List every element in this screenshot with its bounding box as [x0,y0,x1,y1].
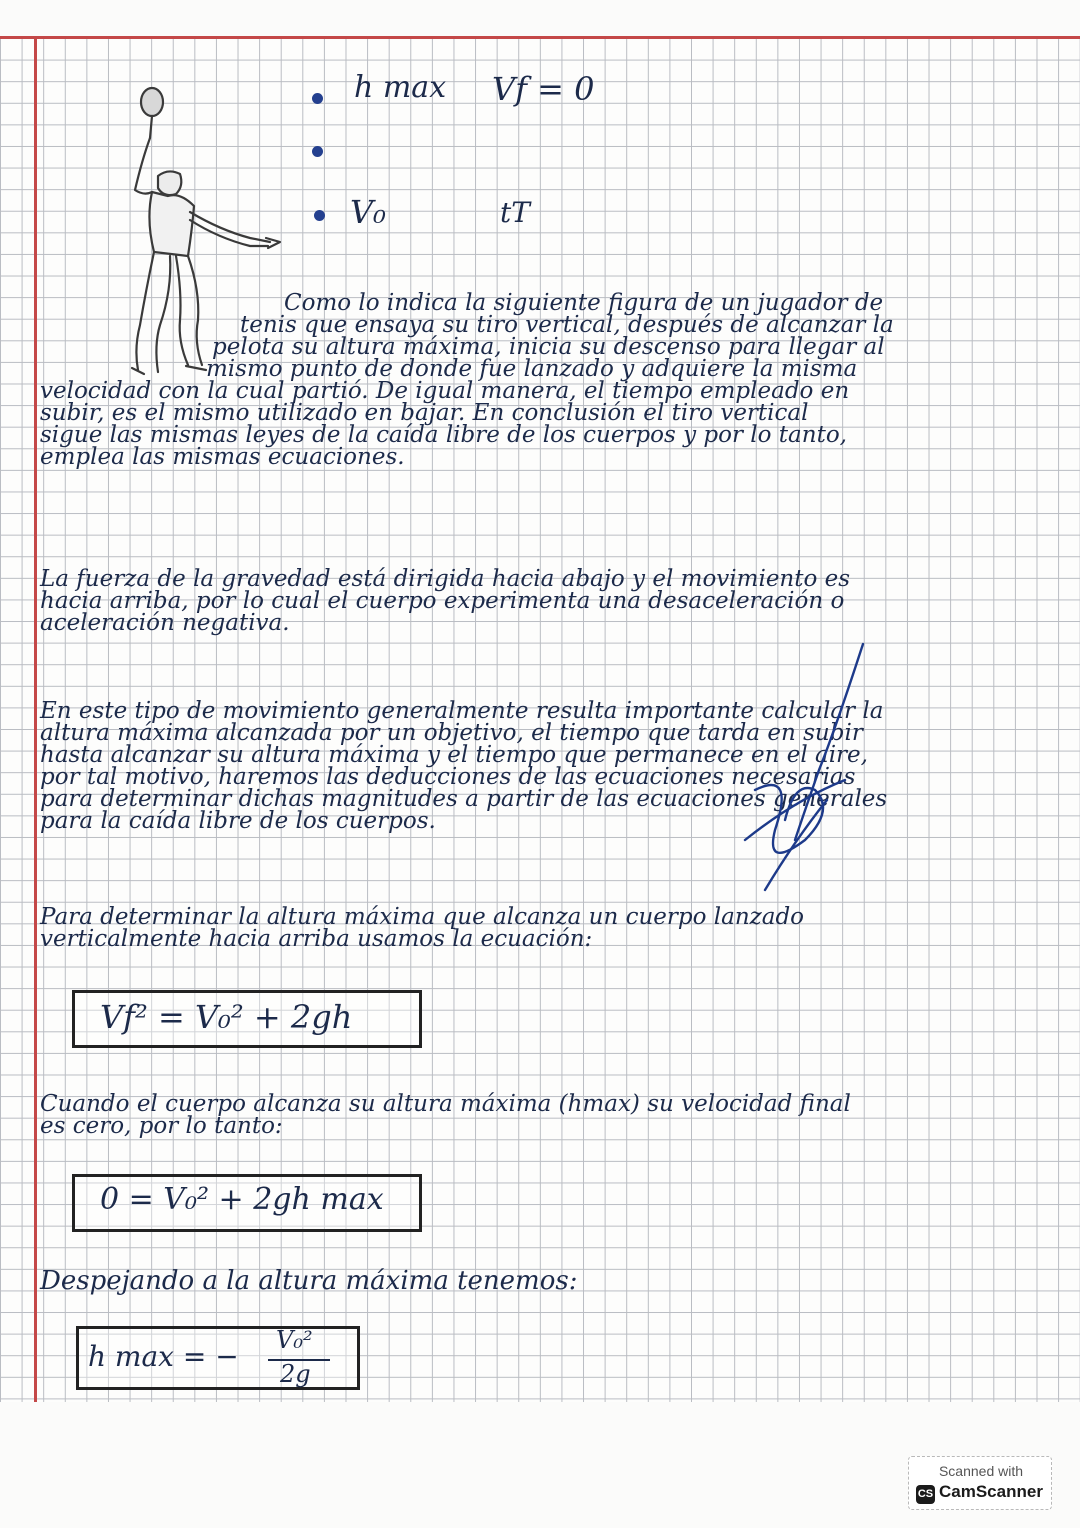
text-line: Para determinar la altura máxima que alcanza un cuerpo lanzado [40,904,805,930]
text-line: Despejando a la altura máxima tenemos: [40,1266,578,1296]
text-line: para determinar dichas magnitudes a partir de las ecuaciones generales [40,786,888,812]
camscanner-logo-icon: CS [916,1485,935,1504]
text-line: En este tipo de movimiento generalmente resulta importante calcular la [40,698,884,724]
signature-scribble [735,640,875,900]
text-line: sigue las mismas leyes de la caída libre de los cuerpos y por lo tanto, [40,422,847,448]
paragraph-intro [40,292,1040,468]
label-hmax: h max [354,70,447,105]
text-line: Como lo indica la siguiente figura de un jugador de [284,290,884,316]
paragraph-solving [40,1266,1040,1296]
text-line: mismo punto de donde fue lanzado y adquiere la misma [206,356,858,382]
text-line: para la caída libre de los cuerpos. [40,808,436,834]
watermark-brand: CamScanner [939,1482,1043,1501]
paragraph-gravity [40,568,1040,634]
left-margin-line [34,38,37,1402]
text-line: subir, es el mismo utilizado en bajar. En conclusión el tiro vertical [40,400,809,426]
equation-1: Vf² = V₀² + 2gh [100,998,353,1036]
equation-3-lhs: h max = − [88,1340,239,1373]
text-line: por tal motivo, haremos las deducciones de las ecuaciones necesarias [40,764,856,790]
text-line: emplea las mismas ecuaciones. [40,444,405,470]
label-vf: Vf = 0 [492,70,595,108]
watermark-caption: Scanned with [938,1463,1024,1479]
text-line: aceleración negativa. [40,610,290,636]
text-line: verticalmente hacia arriba usamos la ecuación: [40,926,593,952]
paragraph-when-max [40,1093,1040,1137]
camscanner-watermark [908,1456,1052,1510]
text-line: pelota su altura máxima, inicia su descenso para llegar al [212,334,885,360]
equation-2: 0 = V₀² + 2gh max [100,1182,384,1217]
trajectory-dot-top [312,93,323,104]
paragraph-movement [40,700,1040,832]
trajectory-dot-middle [312,146,323,157]
text-line: hacia arriba, por lo cual el cuerpo experimenta una desaceleración o [40,588,845,614]
text-line: altura máxima alcanzada por un objetivo, el tiempo que tarda en subir [40,720,863,746]
label-tt: tT [500,196,530,229]
label-v0: V₀ [350,193,386,231]
text-line: es cero, por lo tanto: [40,1113,283,1139]
equation-3-denominator: 2g [280,1360,311,1388]
text-line: velocidad con la cual partió. De igual manera, el tiempo empleado en [40,378,850,404]
text-line: Cuando el cuerpo alcanza su altura máxima (hmax) su velocidad final [40,1091,851,1117]
trajectory-dot-bottom [314,210,325,221]
paragraph-determine [40,906,1040,950]
text-line: La fuerza de la gravedad está dirigida hacia abajo y el movimiento es [40,566,851,592]
top-margin-rule [0,36,1080,39]
text-line: hasta alcanzar su altura máxima y el tiempo que permanece en el aire, [40,742,868,768]
equation-3-numerator: V₀² [276,1326,313,1354]
text-line: tenis que ensaya su tiro vertical, después de alcanzar la [240,312,894,338]
